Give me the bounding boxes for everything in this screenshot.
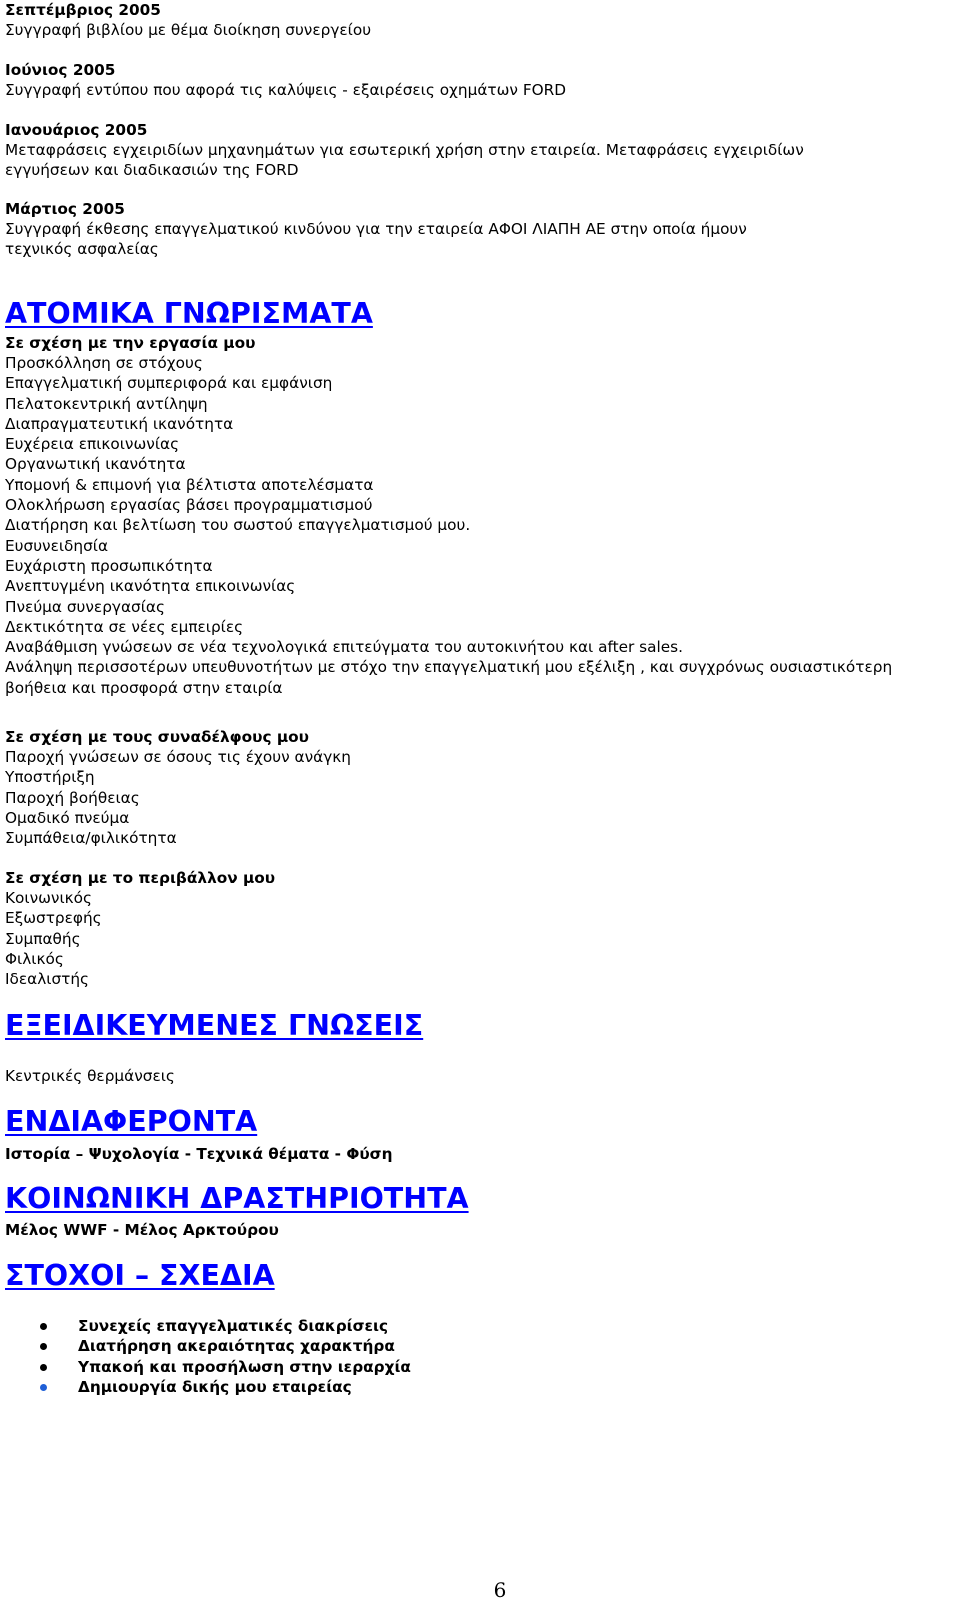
list-item: Παροχή βοήθειας <box>5 788 140 807</box>
bullet-icon <box>40 1384 47 1391</box>
goal-text: Δημιουργία δικής μου εταιρείας <box>78 1377 352 1396</box>
social-text: Μέλος WWF - Μέλος Αρκτούρου <box>5 1221 279 1239</box>
list-item: Ομαδικό πνεύμα <box>5 808 130 827</box>
list-item: Δεκτικότητα σε νέες εμπειρίες <box>5 617 244 636</box>
entry-text: εγγυήσεων και διαδικασιών της FORD <box>5 161 299 179</box>
list-item: Πνεύμα συνεργασίας <box>5 597 165 616</box>
list-item: Κοινωνικός <box>5 889 92 907</box>
work-traits-list <box>5 353 892 698</box>
list-item: Ολοκλήρωση εργασίας βάσει προγραμματισμού <box>5 496 373 515</box>
list-item: Οργανωτική ικανότητα <box>5 455 186 474</box>
list-item: Προσκόλληση σε στόχους <box>5 354 203 372</box>
entry-text: τεχνικός ασφαλείας <box>5 240 159 258</box>
list-item: Διαπραγματευτική ικανότητα <box>5 414 234 433</box>
section-heading-social: ΚΟΙΝΩΝΙΚΗ ΔΡΑΣΤΗΡΙΟΤΗΤΑ <box>5 1182 469 1215</box>
list-item: Αναβάθμιση γνώσεων σε νέα τεχνολογικά επιτεύγματα του αυτοκινήτου και after sales. <box>5 638 683 657</box>
list-item: Παροχή γνώσεων σε όσους τις έχουν ανάγκη <box>5 748 351 766</box>
bullet-icon <box>40 1343 47 1350</box>
list-item: Συμπαθής <box>5 929 81 948</box>
section-heading-expertise: ΕΞΕΙΔΙΚΕΥΜΕΝΕΣ ΓΝΩΣΕΙΣ <box>5 1009 424 1042</box>
subsection-title-colleagues: Σε σχέση με τους συναδέλφους μου <box>5 728 309 746</box>
list-item: Φιλικός <box>5 949 64 968</box>
page-number: 6 <box>493 1578 507 1602</box>
entry-text: Συγγραφή βιβλίου με θέμα διοίκηση συνεργείου <box>5 21 372 39</box>
list-item: Εξωστρεφής <box>5 909 102 928</box>
list-item: Ευσυνειδησία <box>5 536 109 555</box>
list-item: Ιδεαλιστής <box>5 970 90 989</box>
entry-date: Ιούνιος 2005 <box>5 61 116 79</box>
subsection-title-environment: Σε σχέση με το περιβάλλον μου <box>5 869 276 887</box>
list-item: Υπομονή & επιμονή για βέλτιστα αποτελέσματα <box>5 475 374 494</box>
list-item: Ανάληψη περισσοτέρων υπευθυνοτήτων με στόχο την επαγγελματική μου εξέλιξη , και συγχρόνως ουσιαστικότερη <box>5 658 893 677</box>
section-heading-goals: ΣΤΟΧΟΙ – ΣΧΕΔΙΑ <box>5 1259 275 1292</box>
goal-text: Συνεχείς επαγγελματικές διακρίσεις <box>78 1317 389 1335</box>
list-item: Συμπάθεια/φιλικότητα <box>5 829 177 848</box>
list-item: Πελατοκεντρική αντίληψη <box>5 394 208 413</box>
environment-traits-list <box>5 888 102 989</box>
interests-text: Ιστορία – Ψυχολογία - Τεχνικά θέματα - Φύση <box>5 1145 393 1163</box>
list-item: Ανεπτυγμένη ικανότητα επικοινωνίας <box>5 577 296 596</box>
entry-date: Σεπτέμβριος 2005 <box>5 1 161 19</box>
list-item: Ευχάριστη προσωπικότητα <box>5 556 213 575</box>
section-heading-personal: ΑΤΟΜΙΚΑ ΓΝΩΡΙΣΜΑΤΑ <box>5 297 373 330</box>
entry-text: Συγγραφή εντύπου που αφορά τις καλύψεις - εξαιρέσεις οχημάτων FORD <box>5 81 567 99</box>
entry-text: Συγγραφή έκθεσης επαγγελματικού κινδύνου για την εταιρεία ΑΦΟΙ ΛΙΑΠΗ ΑΕ στην οποία ήμουν <box>5 220 747 238</box>
bullet-icon <box>40 1364 47 1371</box>
goal-text: Διατήρηση ακεραιότητας χαρακτήρα <box>78 1337 395 1356</box>
list-item: Διατήρηση και βελτίωση του σωστού επαγγελματισμού μου. <box>5 516 471 535</box>
bullet-icon <box>40 1323 47 1330</box>
list-item: Ευχέρεια επικοινωνίας <box>5 435 180 454</box>
entry-text: Μεταφράσεις εγχειριδίων μηχανημάτων για εσωτερική χρήση στην εταιρεία. Μεταφράσεις εγχειριδίων <box>5 141 804 159</box>
list-item: Επαγγελματική συμπεριφορά και εμφάνιση <box>5 374 333 393</box>
list-item: Υποστήριξη <box>5 768 95 787</box>
entry-date: Ιανουάριος 2005 <box>5 121 148 139</box>
subsection-title-work: Σε σχέση με την εργασία μου <box>5 334 256 352</box>
section-heading-interests: ΕΝΔΙΑΦΕΡΟΝΤΑ <box>5 1105 258 1138</box>
colleagues-traits-list <box>5 747 351 848</box>
expertise-text: Κεντρικές θερμάνσεις <box>5 1067 175 1085</box>
entry-date: Μάρτιος 2005 <box>5 200 125 218</box>
list-item: βοήθεια και προσφορά στην εταιρία <box>5 678 283 697</box>
goal-text: Υπακοή και προσήλωση στην ιεραρχία <box>78 1357 411 1376</box>
